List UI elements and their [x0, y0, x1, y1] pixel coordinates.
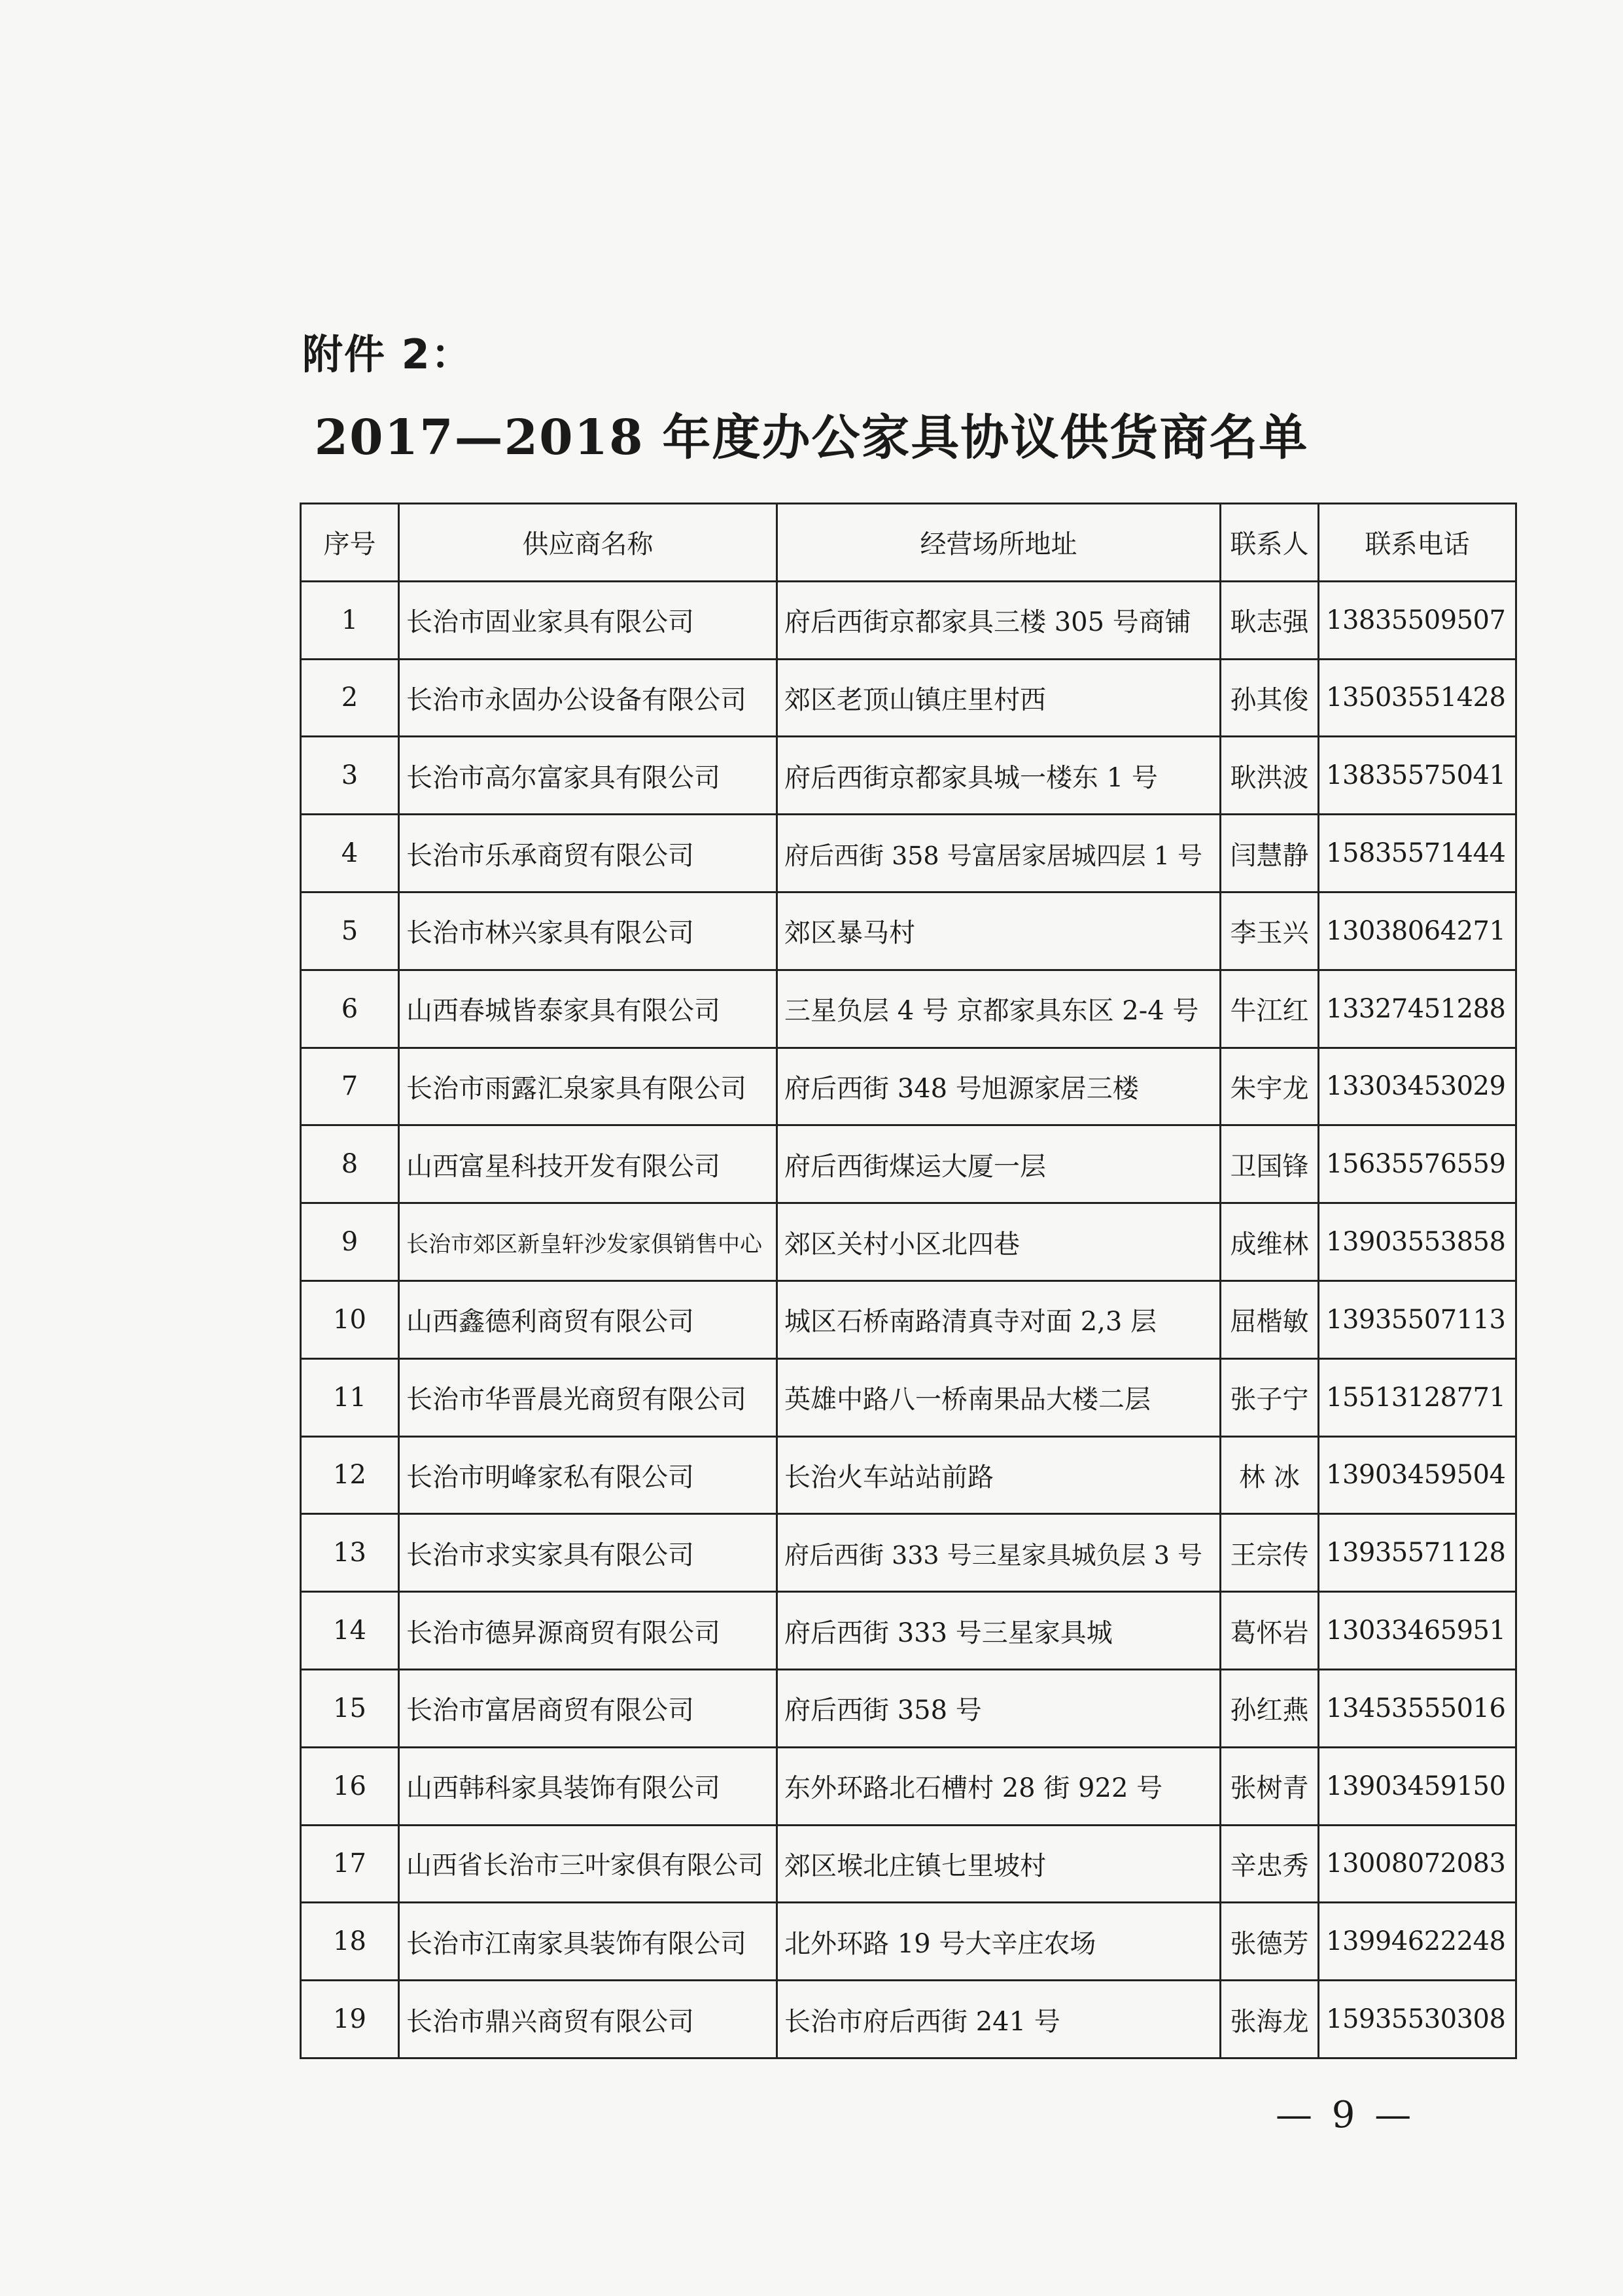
cell-phone: 13903553858 [1319, 1203, 1516, 1281]
cell-supplier: 长治市郊区新皇轩沙发家俱销售中心 [399, 1203, 777, 1281]
cell-address: 府后西街 333 号三星家具城负层 3 号 [777, 1514, 1221, 1592]
cell-phone: 13994622248 [1319, 1903, 1516, 1981]
cell-address: 府后西街 348 号旭源家居三楼 [777, 1048, 1221, 1125]
cell-phone: 15835571444 [1319, 815, 1516, 892]
cell-contact: 耿志强 [1221, 581, 1319, 659]
cell-contact: 孙其俊 [1221, 659, 1319, 737]
cell-supplier: 长治市永固办公设备有限公司 [399, 659, 777, 737]
header-index: 序号 [301, 504, 399, 582]
cell-contact: 孙红燕 [1221, 1669, 1319, 1747]
cell-index: 18 [301, 1903, 399, 1981]
cell-index: 8 [301, 1125, 399, 1203]
cell-phone: 13008072083 [1319, 1825, 1516, 1903]
cell-contact: 牛江红 [1221, 970, 1319, 1048]
cell-contact: 朱宇龙 [1221, 1048, 1319, 1125]
cell-contact: 林 冰 [1221, 1436, 1319, 1514]
cell-supplier: 山西春城皆泰家具有限公司 [399, 970, 777, 1048]
table-row [301, 1903, 1516, 1981]
cell-supplier: 山西富星科技开发有限公司 [399, 1125, 777, 1203]
cell-phone: 13835575041 [1319, 737, 1516, 815]
cell-address: 府后西街 358 号富居家居城四层 1 号 [777, 815, 1221, 892]
cell-address: 城区石桥南路清真寺对面 2,3 层 [777, 1280, 1221, 1358]
cell-contact: 王宗传 [1221, 1514, 1319, 1592]
table-row [301, 1514, 1516, 1592]
cell-address: 郊区老顶山镇庄里村西 [777, 659, 1221, 737]
cell-address: 府后西街京都家具城一楼东 1 号 [777, 737, 1221, 815]
cell-index: 19 [301, 1981, 399, 2058]
cell-contact: 张树青 [1221, 1747, 1319, 1825]
cell-supplier: 长治市华晋晨光商贸有限公司 [399, 1358, 777, 1436]
cell-phone: 13503551428 [1319, 659, 1516, 737]
cell-supplier: 长治市明峰家私有限公司 [399, 1436, 777, 1514]
cell-phone: 13033465951 [1319, 1592, 1516, 1670]
cell-supplier: 长治市德昇源商贸有限公司 [399, 1592, 777, 1670]
cell-phone: 13935507113 [1319, 1280, 1516, 1358]
cell-contact: 张海龙 [1221, 1981, 1319, 2058]
cell-contact: 屈楷敏 [1221, 1280, 1319, 1358]
table-row [301, 1280, 1516, 1358]
cell-phone: 15935530308 [1319, 1981, 1516, 2058]
document-title: 2017—2018 年度办公家具协议供货商名单 [314, 410, 1309, 466]
cell-supplier: 长治市鼎兴商贸有限公司 [399, 1981, 777, 2058]
cell-index: 4 [301, 815, 399, 892]
cell-contact: 成维林 [1221, 1203, 1319, 1281]
cell-index: 13 [301, 1514, 399, 1592]
cell-index: 11 [301, 1358, 399, 1436]
cell-phone: 13935571128 [1319, 1514, 1516, 1592]
page-number: — 9 — [1276, 2094, 1416, 2136]
table-row [301, 581, 1516, 659]
cell-address: 长治市府后西街 241 号 [777, 1981, 1221, 2058]
table-row [301, 1048, 1516, 1125]
cell-phone: 13303453029 [1319, 1048, 1516, 1125]
cell-contact: 辛忠秀 [1221, 1825, 1319, 1903]
cell-supplier: 长治市林兴家具有限公司 [399, 892, 777, 970]
cell-supplier: 长治市求实家具有限公司 [399, 1514, 777, 1592]
cell-supplier: 长治市江南家具装饰有限公司 [399, 1903, 777, 1981]
cell-contact: 张德芳 [1221, 1903, 1319, 1981]
cell-supplier: 山西韩科家具装饰有限公司 [399, 1747, 777, 1825]
cell-index: 1 [301, 581, 399, 659]
cell-index: 17 [301, 1825, 399, 1903]
table-row [301, 1436, 1516, 1514]
table-row [301, 1669, 1516, 1747]
cell-phone: 15635576559 [1319, 1125, 1516, 1203]
cell-index: 3 [301, 737, 399, 815]
table-header-row [301, 504, 1516, 582]
cell-address: 长治火车站站前路 [777, 1436, 1221, 1514]
cell-phone: 13453555016 [1319, 1669, 1516, 1747]
cell-address: 北外环路 19 号大辛庄农场 [777, 1903, 1221, 1981]
cell-phone: 13038064271 [1319, 892, 1516, 970]
cell-contact: 李玉兴 [1221, 892, 1319, 970]
cell-index: 10 [301, 1280, 399, 1358]
table-row [301, 1981, 1516, 2058]
cell-index: 5 [301, 892, 399, 970]
table-row [301, 1747, 1516, 1825]
cell-index: 9 [301, 1203, 399, 1281]
cell-index: 6 [301, 970, 399, 1048]
table-row [301, 892, 1516, 970]
cell-supplier: 长治市雨露汇泉家具有限公司 [399, 1048, 777, 1125]
header-phone: 联系电话 [1319, 504, 1516, 582]
table-row [301, 1825, 1516, 1903]
cell-address: 郊区暴马村 [777, 892, 1221, 970]
cell-supplier: 长治市富居商贸有限公司 [399, 1669, 777, 1747]
supplier-table [300, 503, 1517, 2059]
cell-contact: 闫慧静 [1221, 815, 1319, 892]
table-row [301, 1592, 1516, 1670]
cell-index: 14 [301, 1592, 399, 1670]
table-body [301, 581, 1516, 2058]
cell-supplier: 山西鑫德利商贸有限公司 [399, 1280, 777, 1358]
table-row [301, 970, 1516, 1048]
cell-supplier: 山西省长治市三叶家俱有限公司 [399, 1825, 777, 1903]
cell-phone: 13327451288 [1319, 970, 1516, 1048]
cell-supplier: 长治市乐承商贸有限公司 [399, 815, 777, 892]
cell-index: 2 [301, 659, 399, 737]
cell-index: 7 [301, 1048, 399, 1125]
header-contact: 联系人 [1221, 504, 1319, 582]
cell-phone: 13903459504 [1319, 1436, 1516, 1514]
attachment-label: 附件 2： [302, 330, 473, 378]
cell-index: 16 [301, 1747, 399, 1825]
cell-index: 15 [301, 1669, 399, 1747]
cell-contact: 张子宁 [1221, 1358, 1319, 1436]
cell-supplier: 长治市高尔富家具有限公司 [399, 737, 777, 815]
header-address: 经营场所地址 [777, 504, 1221, 582]
cell-supplier: 长治市固业家具有限公司 [399, 581, 777, 659]
cell-contact: 耿洪波 [1221, 737, 1319, 815]
cell-phone: 13903459150 [1319, 1747, 1516, 1825]
table-row [301, 1125, 1516, 1203]
header-supplier: 供应商名称 [399, 504, 777, 582]
cell-address: 英雄中路八一桥南果品大楼二层 [777, 1358, 1221, 1436]
table-row [301, 1203, 1516, 1281]
cell-phone: 15513128771 [1319, 1358, 1516, 1436]
cell-phone: 13835509507 [1319, 581, 1516, 659]
cell-address: 府后西街 358 号 [777, 1669, 1221, 1747]
cell-address: 东外环路北石槽村 28 街 922 号 [777, 1747, 1221, 1825]
cell-address: 三星负层 4 号 京都家具东区 2-4 号 [777, 970, 1221, 1048]
cell-contact: 葛怀岩 [1221, 1592, 1319, 1670]
table-row [301, 737, 1516, 815]
cell-address: 郊区关村小区北四巷 [777, 1203, 1221, 1281]
table-row [301, 815, 1516, 892]
cell-address: 郊区堠北庄镇七里坡村 [777, 1825, 1221, 1903]
cell-index: 12 [301, 1436, 399, 1514]
table-row [301, 659, 1516, 737]
table-row [301, 1358, 1516, 1436]
cell-address: 府后西街京都家具三楼 305 号商铺 [777, 581, 1221, 659]
cell-address: 府后西街 333 号三星家具城 [777, 1592, 1221, 1670]
cell-address: 府后西街煤运大厦一层 [777, 1125, 1221, 1203]
cell-contact: 卫国锋 [1221, 1125, 1319, 1203]
